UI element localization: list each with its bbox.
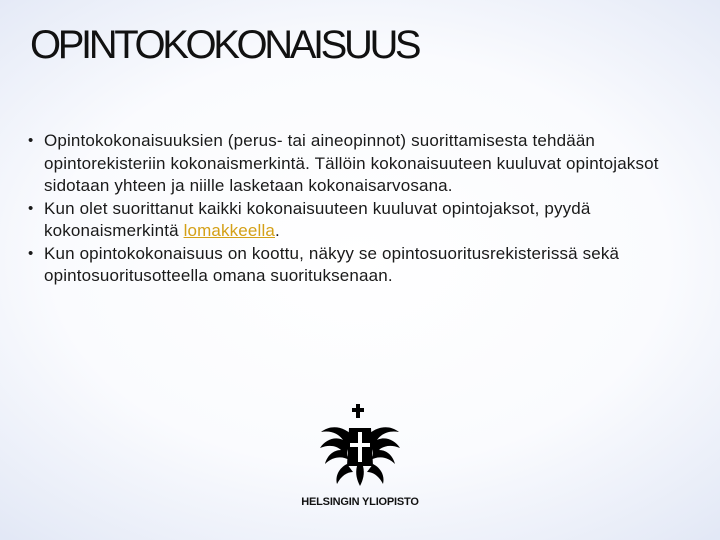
bullet-marker: •	[28, 132, 34, 149]
university-flame-logo-icon	[317, 402, 403, 488]
bullet-list	[28, 130, 698, 288]
form-link[interactable]: lomakkeella	[183, 221, 275, 240]
bullet-text: Kun olet suorittanut kaikki kokonaisuuteen kuuluvat opintojaksot, pyydä kokonaismerkintä	[44, 198, 591, 240]
bullet-text-end: .	[274, 221, 280, 240]
bullet-text: Kun opintokokonaisuus on koottu, näkyy se opintosuoritusrekisterissä sekä opintosuoritusotteella omana suorituksenaan.	[44, 243, 620, 285]
bullet-item	[28, 243, 698, 288]
university-logo	[270, 402, 450, 518]
logo-wordmark: HELSINGIN YLIOPISTO	[301, 496, 419, 508]
bullet-text: Opintokokonaisuuksien (perus- tai aineopinnot) suorittamisesta tehdään opintorekisteriin kokonaismerkintä. Tällöin kokonaisuuteen kuuluvat opintojaksot sidotaan yhteen ja niille lasketaan kokonaisarvosana.	[44, 131, 659, 195]
slide-title: OPINTOKOKONAISUUS	[30, 23, 419, 67]
bullet-marker: •	[28, 199, 34, 217]
bullet-item	[28, 198, 698, 243]
bullet-item	[28, 130, 698, 198]
bullet-marker: •	[28, 244, 34, 262]
